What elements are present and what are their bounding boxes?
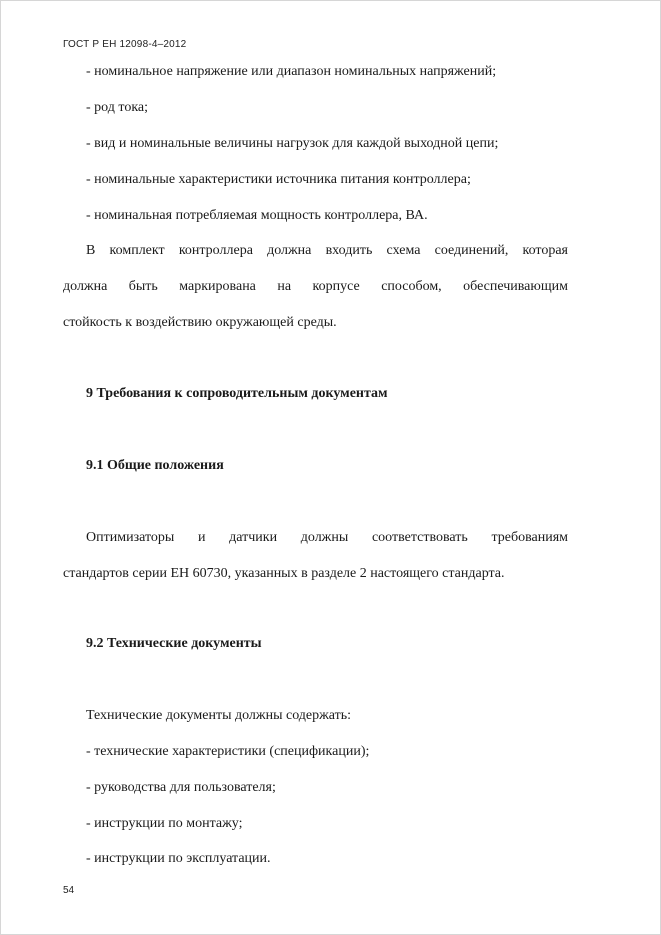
paragraph-line: должна быть маркирована на корпусе способом, обеспечивающим (63, 279, 568, 294)
list-item: - номинальная потребляемая мощность контроллера, ВА. (86, 208, 428, 223)
paragraph-line: Оптимизаторы и датчики должны соответствовать требованиям (86, 530, 568, 545)
subsection-heading: 9.2 Технические документы (86, 636, 262, 651)
list-item: - руководства для пользователя; (86, 780, 276, 795)
list-item: - инструкции по эксплуатации. (86, 851, 271, 866)
list-item: - род тока; (86, 100, 149, 115)
list-item: - инструкции по монтажу; (86, 816, 243, 831)
list-item: - вид и номинальные величины нагрузок для каждой выходной цепи; (86, 136, 499, 151)
paragraph-line: Технические документы должны содержать: (86, 708, 352, 723)
subsection-heading: 9.1 Общие положения (86, 458, 224, 473)
section-heading: 9 Требования к сопроводительным документам (86, 386, 388, 401)
page-number: 54 (63, 885, 75, 896)
document-header: ГОСТ Р ЕН 12098-4–2012 (63, 39, 187, 50)
list-item: - номинальные характеристики источника питания контроллера; (86, 172, 471, 187)
list-item: - номинальное напряжение или диапазон номинальных напряжений; (86, 64, 497, 79)
list-item: - технические характеристики (спецификации); (86, 744, 370, 759)
paragraph-line: стандартов серии ЕН 60730, указанных в разделе 2 настоящего стандарта. (63, 566, 505, 581)
paragraph-line: В комплект контроллера должна входить схема соединений, которая (86, 243, 568, 258)
paragraph-line: стойкость к воздействию окружающей среды. (63, 315, 337, 330)
